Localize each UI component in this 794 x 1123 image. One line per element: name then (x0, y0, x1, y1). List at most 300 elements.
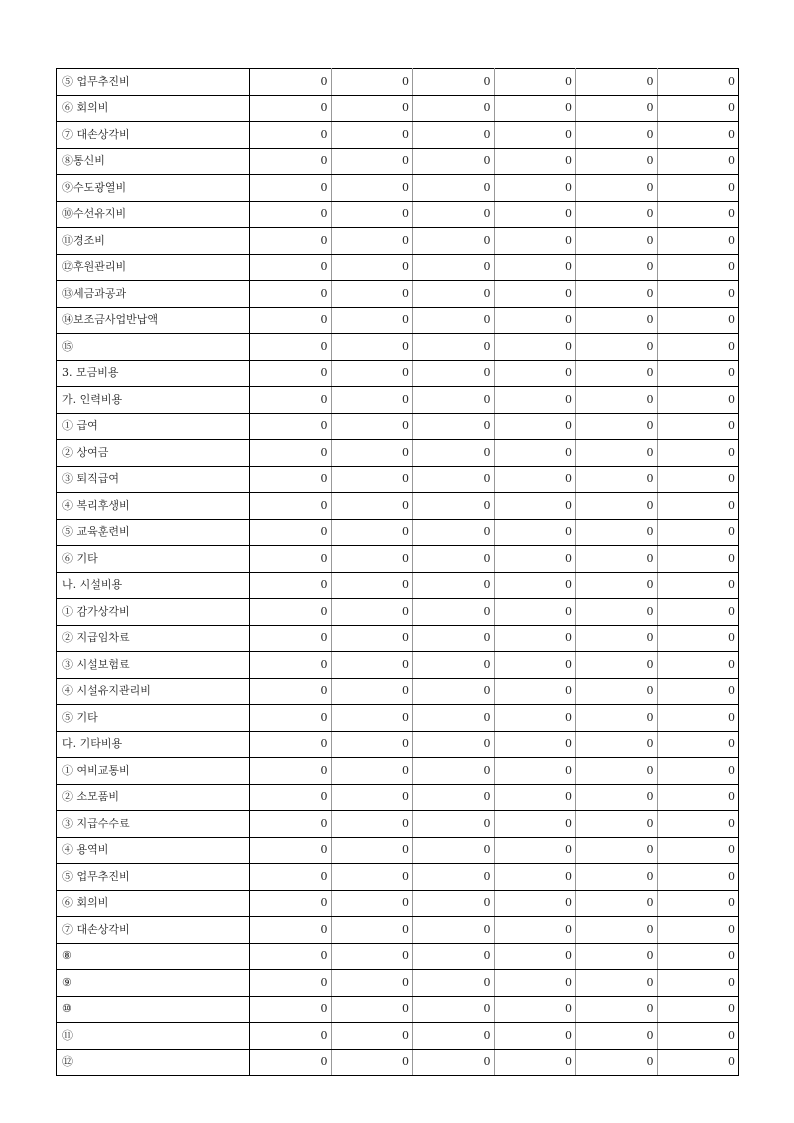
table-row (57, 228, 739, 255)
amount-cell: 0 (331, 228, 413, 255)
amount-cell: 0 (413, 864, 495, 891)
amount-cell: 0 (331, 890, 413, 917)
amount-cell: 0 (657, 943, 739, 970)
amount-cell: 0 (494, 943, 576, 970)
amount-cell: 0 (576, 943, 658, 970)
amount-cell: 0 (576, 890, 658, 917)
amount-cell: 0 (576, 440, 658, 467)
amount-cell: 0 (331, 493, 413, 520)
amount-cell: 0 (331, 784, 413, 811)
amount-cell: 0 (494, 864, 576, 891)
amount-cell: 0 (331, 1049, 413, 1076)
amount-cell: 0 (331, 625, 413, 652)
amount-cell: 0 (331, 281, 413, 308)
amount-cell: 0 (331, 201, 413, 228)
amount-cell: 0 (413, 970, 495, 997)
amount-cell: 0 (494, 705, 576, 732)
amount-cell: 0 (494, 546, 576, 573)
amount-cell: 0 (576, 731, 658, 758)
amount-cell: 0 (657, 784, 739, 811)
row-label: ③ 시설보험료 (57, 652, 250, 679)
table-row (57, 1023, 739, 1050)
amount-cell: 0 (413, 201, 495, 228)
amount-cell: 0 (331, 943, 413, 970)
amount-cell: 0 (331, 731, 413, 758)
amount-cell: 0 (657, 678, 739, 705)
row-label: ⑪경조비 (57, 228, 250, 255)
row-label: ⑨ (57, 970, 250, 997)
amount-cell: 0 (576, 148, 658, 175)
row-label: 다. 기타비용 (57, 731, 250, 758)
amount-cell: 0 (331, 69, 413, 96)
amount-cell: 0 (331, 917, 413, 944)
amount-cell: 0 (250, 546, 332, 573)
amount-cell: 0 (250, 784, 332, 811)
amount-cell: 0 (413, 175, 495, 202)
amount-cell: 0 (576, 572, 658, 599)
row-label: ⑩ (57, 996, 250, 1023)
table-row (57, 413, 739, 440)
amount-cell: 0 (331, 599, 413, 626)
amount-cell: 0 (331, 334, 413, 361)
table-row (57, 572, 739, 599)
amount-cell: 0 (413, 413, 495, 440)
amount-cell: 0 (250, 413, 332, 440)
row-label: ② 상여금 (57, 440, 250, 467)
table-row (57, 307, 739, 334)
amount-cell: 0 (494, 811, 576, 838)
amount-cell: 0 (657, 599, 739, 626)
row-label: 3. 모금비용 (57, 360, 250, 387)
amount-cell: 0 (576, 387, 658, 414)
amount-cell: 0 (657, 254, 739, 281)
amount-cell: 0 (494, 572, 576, 599)
table-row (57, 519, 739, 546)
table-row (57, 678, 739, 705)
amount-cell: 0 (413, 546, 495, 573)
amount-cell: 0 (657, 837, 739, 864)
amount-cell: 0 (413, 387, 495, 414)
amount-cell: 0 (576, 95, 658, 122)
amount-cell: 0 (250, 493, 332, 520)
table-row (57, 996, 739, 1023)
amount-cell: 0 (413, 996, 495, 1023)
amount-cell: 0 (331, 148, 413, 175)
amount-cell: 0 (250, 334, 332, 361)
amount-cell: 0 (657, 95, 739, 122)
amount-cell: 0 (657, 69, 739, 96)
amount-cell: 0 (331, 307, 413, 334)
amount-cell: 0 (331, 546, 413, 573)
table-row (57, 466, 739, 493)
row-label: ⑬세금과공과 (57, 281, 250, 308)
amount-cell: 0 (494, 413, 576, 440)
row-label: ⑫후원관리비 (57, 254, 250, 281)
amount-cell: 0 (657, 546, 739, 573)
amount-cell: 0 (331, 1023, 413, 1050)
amount-cell: 0 (657, 731, 739, 758)
table-row (57, 387, 739, 414)
amount-cell: 0 (657, 334, 739, 361)
amount-cell: 0 (576, 360, 658, 387)
amount-cell: 0 (657, 519, 739, 546)
amount-cell: 0 (494, 1023, 576, 1050)
amount-cell: 0 (657, 705, 739, 732)
amount-cell: 0 (250, 175, 332, 202)
amount-cell: 0 (576, 254, 658, 281)
amount-cell: 0 (250, 652, 332, 679)
amount-cell: 0 (657, 413, 739, 440)
amount-cell: 0 (494, 890, 576, 917)
amount-cell: 0 (413, 758, 495, 785)
amount-cell: 0 (657, 493, 739, 520)
row-label: ① 감가상각비 (57, 599, 250, 626)
row-label: ② 소모품비 (57, 784, 250, 811)
amount-cell: 0 (331, 360, 413, 387)
amount-cell: 0 (250, 917, 332, 944)
amount-cell: 0 (576, 1023, 658, 1050)
amount-cell: 0 (250, 943, 332, 970)
table-row (57, 625, 739, 652)
amount-cell: 0 (250, 466, 332, 493)
amount-cell: 0 (413, 784, 495, 811)
amount-cell: 0 (576, 970, 658, 997)
amount-cell: 0 (331, 387, 413, 414)
amount-cell: 0 (576, 625, 658, 652)
table-row (57, 175, 739, 202)
amount-cell: 0 (413, 811, 495, 838)
amount-cell: 0 (494, 254, 576, 281)
amount-cell: 0 (494, 493, 576, 520)
amount-cell: 0 (494, 95, 576, 122)
amount-cell: 0 (413, 943, 495, 970)
amount-cell: 0 (657, 175, 739, 202)
amount-cell: 0 (576, 519, 658, 546)
row-label: 가. 인력비용 (57, 387, 250, 414)
amount-cell: 0 (494, 387, 576, 414)
amount-cell: 0 (250, 625, 332, 652)
amount-cell: 0 (576, 1049, 658, 1076)
table-row (57, 917, 739, 944)
amount-cell: 0 (494, 69, 576, 96)
amount-cell: 0 (413, 148, 495, 175)
row-label: ③ 지급수수료 (57, 811, 250, 838)
amount-cell: 0 (331, 678, 413, 705)
amount-cell: 0 (576, 917, 658, 944)
row-label: ⑥ 회의비 (57, 890, 250, 917)
table-row (57, 69, 739, 96)
amount-cell: 0 (576, 705, 658, 732)
amount-cell: 0 (657, 917, 739, 944)
row-label: ⑦ 대손상각비 (57, 122, 250, 149)
amount-cell: 0 (250, 519, 332, 546)
amount-cell: 0 (331, 837, 413, 864)
amount-cell: 0 (250, 705, 332, 732)
table-row (57, 758, 739, 785)
amount-cell: 0 (413, 890, 495, 917)
amount-cell: 0 (657, 1023, 739, 1050)
amount-cell: 0 (576, 175, 658, 202)
amount-cell: 0 (576, 281, 658, 308)
amount-cell: 0 (331, 758, 413, 785)
amount-cell: 0 (413, 254, 495, 281)
row-label: ④ 복리후생비 (57, 493, 250, 520)
amount-cell: 0 (657, 201, 739, 228)
amount-cell: 0 (413, 1023, 495, 1050)
amount-cell: 0 (657, 466, 739, 493)
amount-cell: 0 (413, 122, 495, 149)
amount-cell: 0 (494, 175, 576, 202)
amount-cell: 0 (576, 466, 658, 493)
amount-cell: 0 (494, 784, 576, 811)
amount-cell: 0 (657, 228, 739, 255)
amount-cell: 0 (657, 811, 739, 838)
amount-cell: 0 (413, 440, 495, 467)
amount-cell: 0 (250, 360, 332, 387)
table-row (57, 970, 739, 997)
table-row (57, 201, 739, 228)
amount-cell: 0 (331, 175, 413, 202)
amount-cell: 0 (413, 95, 495, 122)
table-row (57, 440, 739, 467)
amount-cell: 0 (494, 519, 576, 546)
amount-cell: 0 (576, 334, 658, 361)
amount-cell: 0 (413, 466, 495, 493)
amount-cell: 0 (494, 148, 576, 175)
table-row (57, 784, 739, 811)
row-label: ⑤ 업무추진비 (57, 864, 250, 891)
amount-cell: 0 (250, 864, 332, 891)
amount-cell: 0 (576, 837, 658, 864)
amount-cell: 0 (494, 599, 576, 626)
amount-cell: 0 (413, 625, 495, 652)
row-label: ④ 용역비 (57, 837, 250, 864)
amount-cell: 0 (250, 307, 332, 334)
amount-cell: 0 (250, 811, 332, 838)
ledger-body (57, 69, 739, 1076)
amount-cell: 0 (331, 95, 413, 122)
amount-cell: 0 (250, 731, 332, 758)
table-row (57, 864, 739, 891)
amount-cell: 0 (657, 890, 739, 917)
table-row (57, 811, 739, 838)
amount-cell: 0 (250, 254, 332, 281)
table-row (57, 360, 739, 387)
amount-cell: 0 (331, 811, 413, 838)
amount-cell: 0 (413, 917, 495, 944)
row-label: ⑧ (57, 943, 250, 970)
amount-cell: 0 (494, 837, 576, 864)
amount-cell: 0 (331, 440, 413, 467)
amount-cell: 0 (250, 69, 332, 96)
amount-cell: 0 (494, 996, 576, 1023)
amount-cell: 0 (494, 678, 576, 705)
amount-cell: 0 (413, 493, 495, 520)
amount-cell: 0 (250, 122, 332, 149)
amount-cell: 0 (250, 1049, 332, 1076)
expense-ledger-table (56, 68, 739, 1076)
amount-cell: 0 (494, 201, 576, 228)
amount-cell: 0 (494, 758, 576, 785)
amount-cell: 0 (576, 678, 658, 705)
amount-cell: 0 (576, 69, 658, 96)
amount-cell: 0 (250, 201, 332, 228)
row-label: ⑨수도광열비 (57, 175, 250, 202)
amount-cell: 0 (576, 864, 658, 891)
amount-cell: 0 (331, 996, 413, 1023)
row-label: ⑤ 업무추진비 (57, 69, 250, 96)
row-label: ⑩수선유지비 (57, 201, 250, 228)
row-label: ⑥ 기타 (57, 546, 250, 573)
amount-cell: 0 (413, 599, 495, 626)
amount-cell: 0 (413, 731, 495, 758)
amount-cell: 0 (331, 122, 413, 149)
amount-cell: 0 (657, 652, 739, 679)
amount-cell: 0 (657, 148, 739, 175)
amount-cell: 0 (413, 281, 495, 308)
amount-cell: 0 (657, 122, 739, 149)
amount-cell: 0 (576, 201, 658, 228)
table-row (57, 1049, 739, 1076)
amount-cell: 0 (250, 599, 332, 626)
amount-cell: 0 (331, 705, 413, 732)
table-row (57, 281, 739, 308)
table-row (57, 731, 739, 758)
amount-cell: 0 (576, 122, 658, 149)
table-row (57, 95, 739, 122)
table-row (57, 599, 739, 626)
amount-cell: 0 (413, 705, 495, 732)
amount-cell: 0 (494, 334, 576, 361)
amount-cell: 0 (494, 652, 576, 679)
amount-cell: 0 (413, 228, 495, 255)
amount-cell: 0 (250, 890, 332, 917)
table-row (57, 837, 739, 864)
amount-cell: 0 (494, 917, 576, 944)
amount-cell: 0 (494, 307, 576, 334)
amount-cell: 0 (494, 731, 576, 758)
amount-cell: 0 (250, 996, 332, 1023)
amount-cell: 0 (657, 758, 739, 785)
row-label: ④ 시설유지관리비 (57, 678, 250, 705)
amount-cell: 0 (413, 360, 495, 387)
row-label: ⑮ (57, 334, 250, 361)
amount-cell: 0 (413, 1049, 495, 1076)
amount-cell: 0 (250, 837, 332, 864)
amount-cell: 0 (494, 1049, 576, 1076)
amount-cell: 0 (576, 758, 658, 785)
amount-cell: 0 (331, 652, 413, 679)
row-label: ③ 퇴직급여 (57, 466, 250, 493)
amount-cell: 0 (657, 970, 739, 997)
amount-cell: 0 (413, 519, 495, 546)
table-row (57, 546, 739, 573)
amount-cell: 0 (413, 837, 495, 864)
amount-cell: 0 (657, 281, 739, 308)
amount-cell: 0 (494, 228, 576, 255)
amount-cell: 0 (494, 360, 576, 387)
row-label: ⑦ 대손상각비 (57, 917, 250, 944)
amount-cell: 0 (657, 1049, 739, 1076)
amount-cell: 0 (657, 307, 739, 334)
amount-cell: 0 (331, 413, 413, 440)
amount-cell: 0 (250, 228, 332, 255)
amount-cell: 0 (250, 1023, 332, 1050)
amount-cell: 0 (250, 281, 332, 308)
table-row (57, 493, 739, 520)
amount-cell: 0 (250, 148, 332, 175)
amount-cell: 0 (331, 519, 413, 546)
amount-cell: 0 (250, 387, 332, 414)
table-row (57, 122, 739, 149)
amount-cell: 0 (494, 466, 576, 493)
row-label: ⑫ (57, 1049, 250, 1076)
table-row (57, 334, 739, 361)
amount-cell: 0 (576, 307, 658, 334)
amount-cell: 0 (576, 811, 658, 838)
amount-cell: 0 (494, 440, 576, 467)
row-label: ① 급여 (57, 413, 250, 440)
amount-cell: 0 (657, 572, 739, 599)
table-row (57, 254, 739, 281)
amount-cell: 0 (331, 970, 413, 997)
amount-cell: 0 (331, 254, 413, 281)
amount-cell: 0 (576, 493, 658, 520)
amount-cell: 0 (331, 572, 413, 599)
amount-cell: 0 (413, 334, 495, 361)
amount-cell: 0 (413, 652, 495, 679)
amount-cell: 0 (250, 572, 332, 599)
amount-cell: 0 (494, 281, 576, 308)
row-label: ② 지급임차료 (57, 625, 250, 652)
amount-cell: 0 (576, 996, 658, 1023)
row-label: ① 여비교통비 (57, 758, 250, 785)
row-label: ⑪ (57, 1023, 250, 1050)
amount-cell: 0 (657, 360, 739, 387)
amount-cell: 0 (413, 307, 495, 334)
amount-cell: 0 (413, 69, 495, 96)
amount-cell: 0 (576, 784, 658, 811)
amount-cell: 0 (250, 95, 332, 122)
amount-cell: 0 (250, 440, 332, 467)
amount-cell: 0 (331, 466, 413, 493)
row-label: ⑭보조금사업반납액 (57, 307, 250, 334)
amount-cell: 0 (494, 122, 576, 149)
table-row (57, 705, 739, 732)
amount-cell: 0 (250, 758, 332, 785)
row-label: 나. 시설비용 (57, 572, 250, 599)
amount-cell: 0 (657, 387, 739, 414)
table-row (57, 890, 739, 917)
amount-cell: 0 (413, 678, 495, 705)
amount-cell: 0 (576, 599, 658, 626)
amount-cell: 0 (250, 678, 332, 705)
row-label: ⑤ 교육훈련비 (57, 519, 250, 546)
amount-cell: 0 (331, 864, 413, 891)
table-row (57, 652, 739, 679)
amount-cell: 0 (657, 625, 739, 652)
amount-cell: 0 (657, 864, 739, 891)
amount-cell: 0 (657, 996, 739, 1023)
amount-cell: 0 (657, 440, 739, 467)
row-label: ⑥ 회의비 (57, 95, 250, 122)
amount-cell: 0 (494, 970, 576, 997)
amount-cell: 0 (250, 970, 332, 997)
row-label: ⑤ 기타 (57, 705, 250, 732)
amount-cell: 0 (494, 625, 576, 652)
amount-cell: 0 (576, 546, 658, 573)
amount-cell: 0 (576, 413, 658, 440)
